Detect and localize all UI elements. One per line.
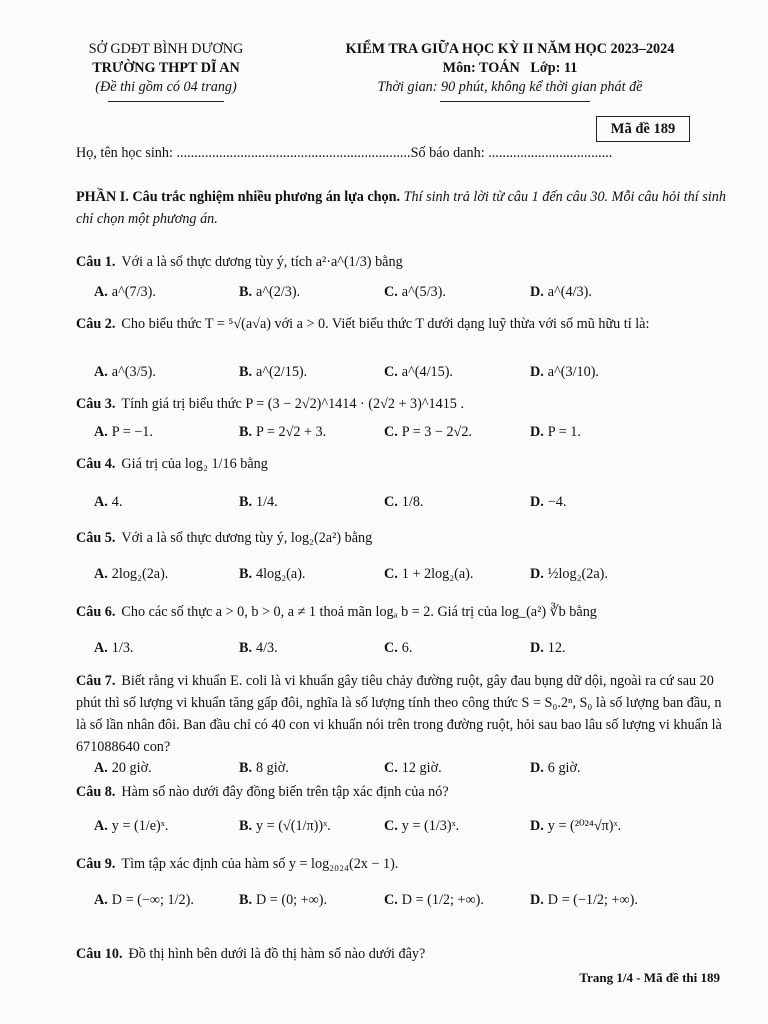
header-right bbox=[300, 40, 720, 97]
options-row bbox=[94, 494, 694, 516]
option-c[interactable]: C. a^(4/15). bbox=[384, 364, 453, 380]
option-d[interactable]: D. a^(4/3). bbox=[530, 284, 592, 300]
options-row bbox=[94, 640, 694, 662]
question-number: Câu 5. bbox=[76, 530, 116, 546]
question-text: Với a là số thực dương tùy ý, tích a²·a^(1/3) bằng bbox=[121, 254, 403, 270]
option-a[interactable]: A. a^(3/5). bbox=[94, 364, 156, 380]
pages-note: (Đề thi gồm có 04 trang) bbox=[95, 79, 237, 95]
options-row bbox=[94, 566, 694, 588]
question-number: Câu 7. bbox=[76, 673, 116, 689]
option-c[interactable]: C. a^(5/3). bbox=[384, 284, 446, 300]
option-a[interactable]: A. P = −1. bbox=[94, 424, 153, 440]
header-rule-right bbox=[440, 101, 590, 102]
option-c[interactable]: C. y = (1/3)ˣ. bbox=[384, 818, 460, 834]
option-b[interactable]: B. D = (0; +∞). bbox=[239, 892, 328, 908]
option-b[interactable]: B. 4/3. bbox=[239, 640, 278, 656]
option-c[interactable]: C. 1/8. bbox=[384, 494, 424, 510]
question-number: Câu 9. bbox=[76, 856, 116, 872]
question bbox=[76, 394, 726, 414]
question-text: Hàm số nào dưới đây đồng biến trên tập xác định của nó? bbox=[121, 784, 449, 800]
option-b[interactable]: B. a^(2/15). bbox=[239, 364, 308, 380]
question bbox=[76, 252, 726, 272]
options-row bbox=[94, 284, 694, 306]
option-a[interactable]: A. 4. bbox=[94, 494, 123, 510]
question bbox=[76, 670, 726, 758]
question-text: Với a là số thực dương tùy ý, log₂(2a²) bằng bbox=[121, 530, 373, 546]
option-c[interactable]: C. D = (1/2; +∞). bbox=[384, 892, 484, 908]
option-b[interactable]: B. a^(2/3). bbox=[239, 284, 301, 300]
question bbox=[76, 454, 726, 474]
option-b[interactable]: B. 4log₂(a). bbox=[239, 566, 306, 582]
option-b[interactable]: B. 1/4. bbox=[239, 494, 278, 510]
option-d[interactable]: D. a^(3/10). bbox=[530, 364, 599, 380]
header-left bbox=[46, 40, 286, 97]
option-a[interactable]: A. y = (1/e)ˣ. bbox=[94, 818, 169, 834]
student-info-line: Họ, tên học sinh: ..................................................................Số báo danh: ................................... bbox=[76, 145, 613, 161]
question-number: Câu 1. bbox=[76, 254, 116, 270]
part-instruction: Thí sinh trả lời từ câu 1 đến câu 30. Mỗi câu hỏi thí sinh chỉ chọn một phương án. bbox=[76, 189, 726, 227]
part-title: PHẦN I. Câu trắc nghiệm nhiều phương án lựa chọn. bbox=[76, 189, 401, 205]
question-text: Cho biểu thức T = ⁵√(a√a) với a > 0. Viết biểu thức T dưới dạng luỹ thừa với số mũ hữu tỉ là: bbox=[121, 316, 650, 332]
question-text: Tìm tập xác định của hàm số y = log₂₀₂₄(2x − 1). bbox=[121, 856, 399, 872]
option-d[interactable]: D. ½log₂(2a). bbox=[530, 566, 608, 582]
question bbox=[76, 944, 726, 964]
page-footer: Trang 1/4 - Mã đề thi 189 bbox=[579, 970, 720, 985]
option-a[interactable]: A. D = (−∞; 1/2). bbox=[94, 892, 194, 908]
option-c[interactable]: C. 6. bbox=[384, 640, 413, 656]
option-a[interactable]: A. 20 giờ. bbox=[94, 760, 152, 776]
question bbox=[76, 782, 726, 802]
question bbox=[76, 854, 726, 874]
school-name: TRƯỜNG THPT DĨ AN bbox=[92, 60, 240, 76]
option-d[interactable]: D. 12. bbox=[530, 640, 566, 656]
option-c[interactable]: C. 12 giờ. bbox=[384, 760, 442, 776]
option-c[interactable]: C. 1 + 2log₂(a). bbox=[384, 566, 474, 582]
options-row bbox=[94, 892, 694, 914]
question bbox=[76, 314, 726, 334]
question-text: Đồ thị hình bên dưới là đồ thị hàm số nào dưới đây? bbox=[128, 946, 426, 962]
question-number: Câu 3. bbox=[76, 396, 116, 412]
option-d[interactable]: D. −4. bbox=[530, 494, 567, 510]
option-b[interactable]: B. y = (√(1/π))ˣ. bbox=[239, 818, 331, 834]
part-heading bbox=[76, 186, 726, 230]
options-row bbox=[94, 424, 694, 446]
option-d[interactable]: D. 6 giờ. bbox=[530, 760, 581, 776]
exam-title: KIỂM TRA GIỮA HỌC KỲ II NĂM HỌC 2023–2024 bbox=[345, 41, 675, 57]
option-b[interactable]: B. P = 2√2 + 3. bbox=[239, 424, 327, 440]
question bbox=[76, 602, 726, 622]
question-number: Câu 10. bbox=[76, 946, 123, 962]
time-note: Thời gian: 90 phút, không kể thời gian phát đề bbox=[377, 79, 643, 95]
options-row bbox=[94, 760, 694, 782]
question-number: Câu 6. bbox=[76, 604, 116, 620]
question-text: Cho các số thực a > 0, b > 0, a ≠ 1 thoả mãn logₐ b = 2. Giá trị của log_(a²) ∛b bằng bbox=[121, 604, 597, 620]
option-a[interactable]: A. 2log₂(2a). bbox=[94, 566, 169, 582]
header-rule-left bbox=[108, 101, 224, 102]
option-a[interactable]: A. a^(7/3). bbox=[94, 284, 156, 300]
question-number: Câu 2. bbox=[76, 316, 116, 332]
subject-line: Môn: TOÁN Lớp: 11 bbox=[442, 60, 578, 76]
question bbox=[76, 528, 726, 548]
department-name: SỞ GDĐT BÌNH DƯƠNG bbox=[88, 41, 244, 57]
exam-code-box: Mã đề 189 bbox=[596, 116, 690, 142]
question-number: Câu 4. bbox=[76, 456, 116, 472]
options-row bbox=[94, 818, 694, 840]
option-d[interactable]: D. P = 1. bbox=[530, 424, 581, 440]
option-a[interactable]: A. 1/3. bbox=[94, 640, 134, 656]
question-text: Tính giá trị biểu thức P = (3 − 2√2)^1414 · (2√2 + 3)^1415 . bbox=[121, 396, 464, 412]
option-c[interactable]: C. P = 3 − 2√2. bbox=[384, 424, 472, 440]
option-d[interactable]: D. y = (²⁰²⁴√π)ˣ. bbox=[530, 818, 622, 834]
question-text: Giá trị của log₂ 1/16 bằng bbox=[121, 456, 268, 472]
options-row bbox=[94, 364, 694, 386]
question-text: Biết rằng vi khuẩn E. coli là vi khuẩn gây tiêu chảy đường ruột, gây đau bụng dữ dội, ngoài ra cứ sau 20 phút thì số lượng vi khuẩn tăng gấp đôi, nghĩa là số lượng tính theo công thức S = S₀.2ⁿ, S₀ là số lượng ban đầu, n là số lần nhân đôi. Ban đầu chỉ có 40 con vi khuẩn nói trên trong đường ruột, hỏi sau bao lâu số lượng vi khuẩn là 671088640 con? bbox=[76, 673, 722, 755]
option-b[interactable]: B. 8 giờ. bbox=[239, 760, 289, 776]
option-d[interactable]: D. D = (−1/2; +∞). bbox=[530, 892, 638, 908]
question-number: Câu 8. bbox=[76, 784, 116, 800]
